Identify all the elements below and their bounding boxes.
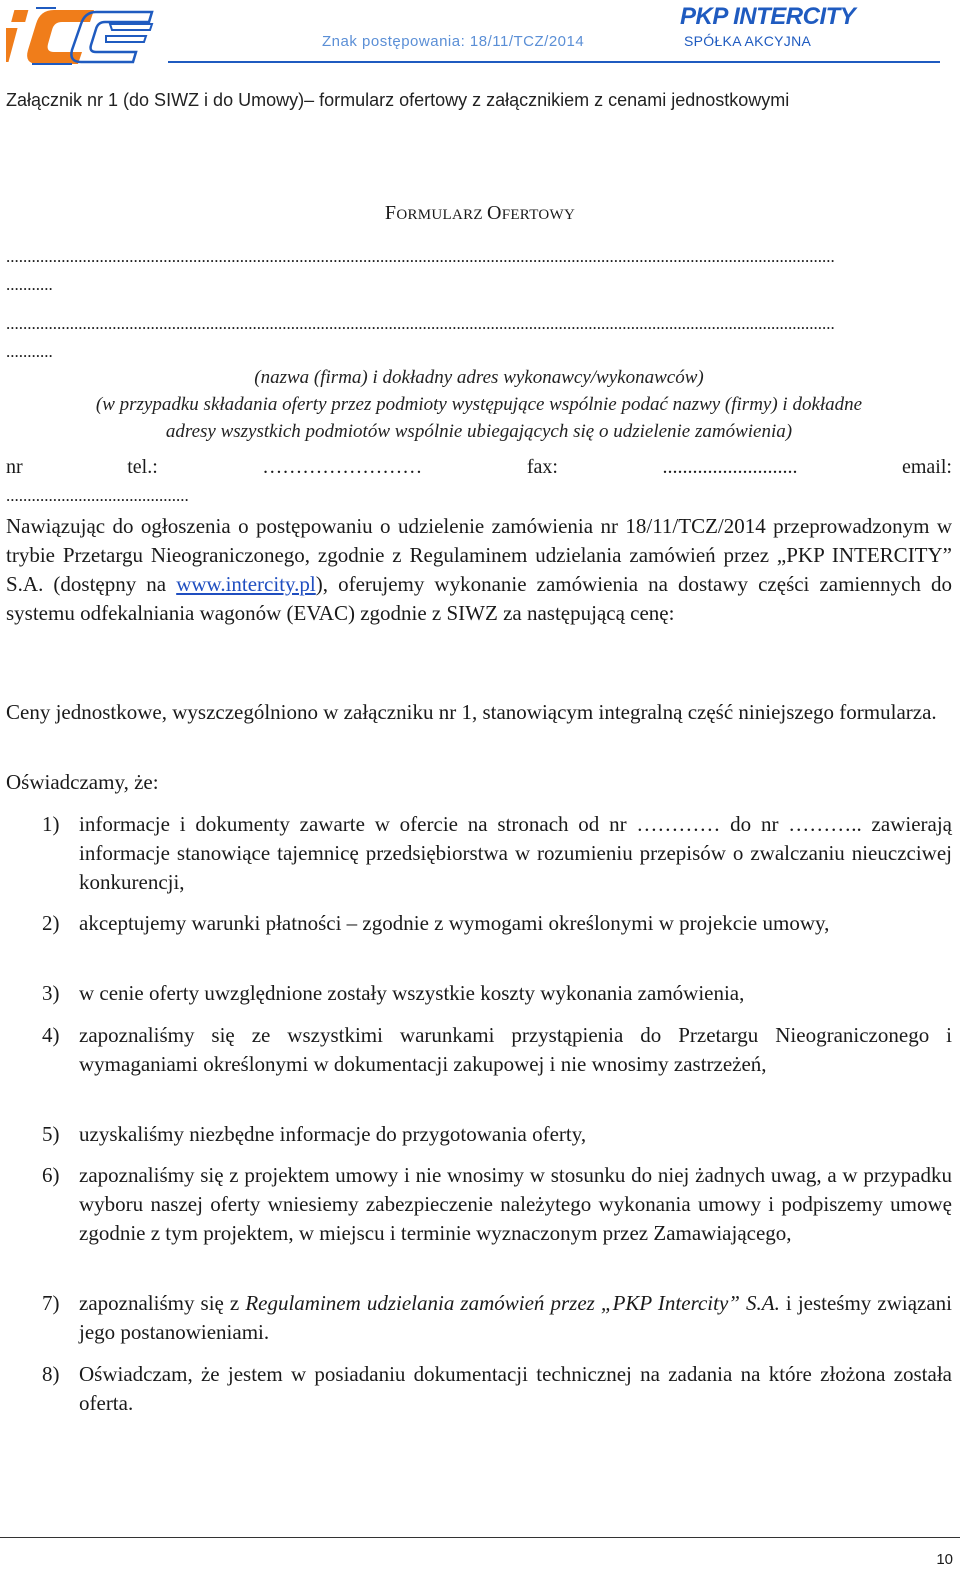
form-title bbox=[0, 202, 960, 225]
header-divider bbox=[168, 61, 940, 63]
item-number: 2) bbox=[42, 911, 60, 935]
item-text-part: zapoznaliśmy się z bbox=[79, 1291, 246, 1315]
contractor-note-2: (w przypadku składania oferty przez podmioty występujące wspólnie podać nazwy (firmy) i dokładne bbox=[95, 394, 863, 415]
list-item bbox=[6, 1289, 952, 1347]
item-number: 6) bbox=[42, 1163, 60, 1187]
annex-title: Załącznik nr 1 (do SIWZ i do Umowy)– formularz ofertowy z załącznikiem z cenami jednostkowymi bbox=[6, 90, 790, 110]
page-header bbox=[0, 0, 960, 70]
item-number: 8) bbox=[42, 1362, 60, 1386]
list-item bbox=[6, 1161, 952, 1248]
tel-label: tel.: bbox=[127, 456, 158, 478]
item-text: zapoznaliśmy się ze wszystkimi warunkami przystąpienia do Przetargu Nieograniczonego i wymaganiami określonymi w dokumentacji zakupowej i nie wnosimy zastrzeżeń, bbox=[79, 1023, 952, 1076]
tel-field[interactable]: …………………… bbox=[262, 456, 423, 478]
item-text: Oświadczam, że jestem w posiadaniu dokumentacji technicznej na zadania na które złożona została oferta. bbox=[79, 1362, 952, 1415]
item-number: 3) bbox=[42, 981, 60, 1005]
item-text: informacje i dokumenty zawarte w ofercie na stronach od nr ………… do nr ……….. zawierają informacje stanowiące tajemnicę przedsiębiorstwa w rozumieniu przepisów o zwalczaniu nieuczciwej konkurencji, bbox=[79, 812, 952, 894]
intro-text-2: ), oferujemy wykonanie zamówienia na dostawy części zamiennych do systemu odfekalniania wagonów (EVAC) zgodnie z SIWZ za następującą cenę: bbox=[6, 572, 952, 625]
form-title-part-2: FERTOWY bbox=[501, 207, 576, 223]
contractor-note-3: adresy wszystkich podmiotów wspólnie ubiegających się o udzielenie zamówienia) bbox=[165, 421, 793, 442]
email-label: email: bbox=[901, 456, 952, 478]
contractor-dots-line-3[interactable]: ................................................................................................................................................................................................... bbox=[6, 314, 835, 333]
company-type: SPÓŁKA AKCYJNA bbox=[684, 33, 812, 49]
contractor-dots-line-2[interactable]: ........... bbox=[6, 275, 53, 294]
contact-row bbox=[6, 456, 952, 479]
form-title-part-1: ORMULARZ bbox=[396, 207, 487, 223]
list-item bbox=[6, 1360, 952, 1418]
item-number: 5) bbox=[42, 1122, 60, 1146]
intro-text-1: Nawiązując do ogłoszenia o postępowaniu o udzielenie zamówienia nr 18/11/TCZ/2014 przeprowadzonym w trybie Przetargu Nieograniczonego, zgodnie z Regulaminem udzielania zamówień przez „PKP INTERCITY” S.A. (dostępny na bbox=[6, 514, 952, 596]
item-text-part: i jesteśmy związani jego postanowieniami. bbox=[79, 1291, 952, 1344]
list-item bbox=[6, 909, 952, 938]
item-text bbox=[79, 1289, 952, 1347]
item-text: akceptujemy warunki płatności – zgodnie z wymogami określonymi w projekcie umowy, bbox=[79, 911, 830, 935]
item-number: 1) bbox=[42, 812, 60, 836]
case-number: Znak postępowania: 18/11/TCZ/2014 bbox=[322, 33, 585, 50]
contractor-dots-line-1[interactable]: ................................................................................................................................................................................................... bbox=[6, 247, 835, 266]
item-number: 4) bbox=[42, 1023, 60, 1047]
item-number: 7) bbox=[42, 1291, 60, 1315]
footer-divider bbox=[0, 1537, 960, 1538]
intro-paragraph bbox=[6, 512, 952, 628]
list-item bbox=[6, 810, 952, 897]
nr-label: nr bbox=[6, 456, 23, 478]
form-title-cap-f: F bbox=[384, 202, 397, 224]
fax-field[interactable]: ........................... bbox=[662, 456, 798, 478]
form-title-cap-o: O bbox=[486, 202, 502, 224]
contractor-note-1: (nazwa (firma) i dokładny adres wykonawcy/wykonawców) bbox=[254, 367, 704, 388]
regulation-name: Regulaminem udzielania zamówień przez „PKP Intercity” S.A. bbox=[245, 1291, 780, 1315]
item-text: zapoznaliśmy się z projektem umowy i nie wnosimy w stosunku do niej żadnych uwag, a w przypadku wyboru naszej oferty wniesiemy zabezpieczenie należytego wykonania umowy i podpiszemy umowę zgodnie z tym projektem, w miejscu i terminie wyznaczonym przez Zamawiającego, bbox=[79, 1163, 952, 1245]
item-text: uzyskaliśmy niezbędne informacje do przygotowania oferty, bbox=[79, 1122, 587, 1146]
intercity-logo-icon bbox=[6, 4, 168, 66]
declare-heading: Oświadczamy, że: bbox=[6, 770, 159, 794]
unit-prices-paragraph: Ceny jednostkowe, wyszczególniono w załączniku nr 1, stanowiącym integralną część niniejszego formularza. bbox=[6, 700, 937, 724]
list-item bbox=[6, 1120, 952, 1149]
email-field[interactable]: ........................................... bbox=[6, 486, 189, 505]
list-item bbox=[6, 979, 952, 1008]
list-item bbox=[6, 1021, 952, 1079]
intercity-link[interactable]: www.intercity.pl bbox=[176, 572, 316, 596]
contractor-dots-line-4[interactable]: ........... bbox=[6, 342, 53, 361]
fax-label: fax: bbox=[526, 456, 558, 478]
item-text: w cenie oferty uwzględnione zostały wszystkie koszty wykonania zamówienia, bbox=[79, 981, 745, 1005]
company-name: PKP INTERCITY bbox=[680, 3, 856, 30]
page-number: 10 bbox=[936, 1551, 953, 1568]
